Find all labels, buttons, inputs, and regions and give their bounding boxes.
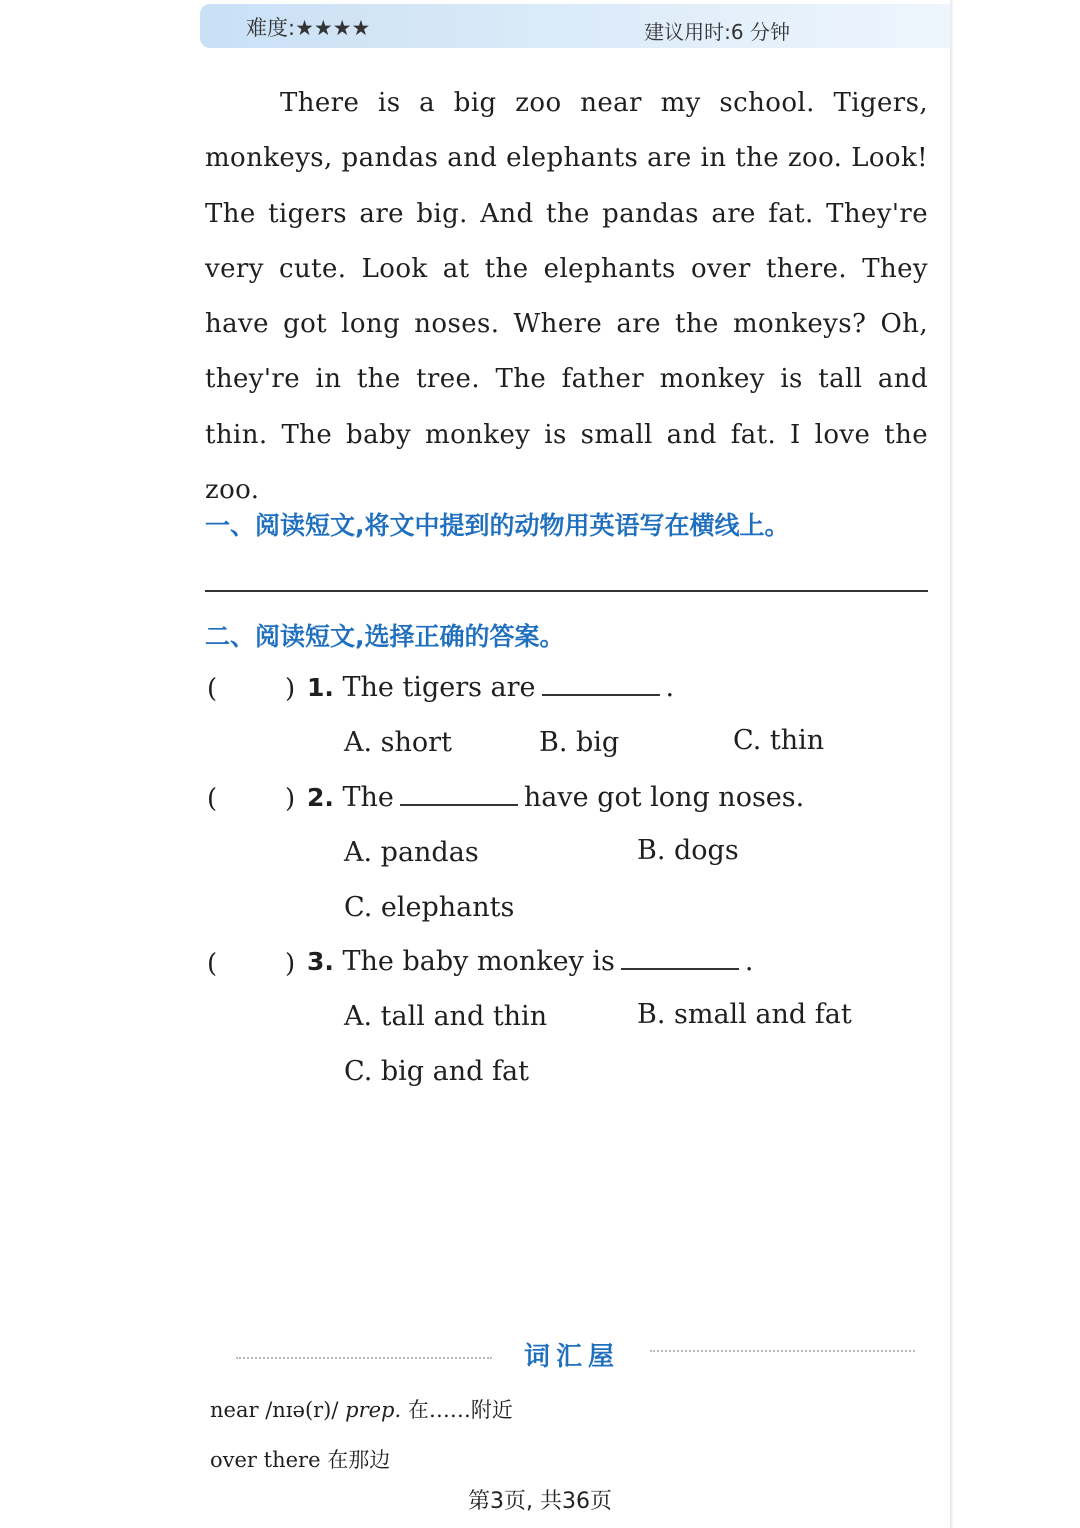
vocab-word: near: [210, 1398, 259, 1422]
answer-paren-open-1[interactable]: (: [207, 674, 218, 704]
section1-title: 一、阅读短文,将文中提到的动物用英语写在横线上。: [205, 511, 790, 540]
vocab-phonetic: /nɪə(r)/: [265, 1398, 339, 1422]
question-2-stem-after: have got long noses.: [523, 782, 805, 813]
header-bar: [200, 4, 950, 48]
question-1-stem-before: The tigers are: [342, 672, 536, 703]
vocab-divider-right: [650, 1350, 915, 1352]
answer-paren-close-3: ): [285, 949, 296, 979]
page-edge-shadow: [950, 0, 954, 1528]
vocab-meaning: 在……附近: [407, 1398, 513, 1422]
vocab-title: 词汇屋: [524, 1342, 621, 1372]
question-2-option-c[interactable]: C. elephants: [344, 892, 515, 923]
section1-answer-line[interactable]: [205, 590, 928, 592]
question-2-option-b[interactable]: B. dogs: [637, 835, 739, 866]
answer-paren-open-3[interactable]: (: [207, 949, 218, 979]
answer-paren-close-2: ): [285, 784, 296, 814]
question-3-stem-before: The baby monkey is: [342, 946, 615, 977]
vocab-item-near: [210, 1394, 513, 1424]
question-3-blank: [621, 967, 739, 970]
question-1: [307, 672, 674, 703]
question-3-option-b[interactable]: B. small and fat: [637, 999, 852, 1030]
vocab-word: over there: [210, 1448, 321, 1472]
reading-passage: There is a big zoo near my school. Tigers, monkeys, pandas and elephants are in the zoo. Look! The tigers are big. And the pandas are fat. They're very cute. Look at the elephants over there. They have got long noses. Where are the monkeys? Oh, they're in the tree. The father monkey is tall and thin. The baby monkey is small and fat. I love the zoo.: [205, 88, 928, 506]
vocab-item-over-there: [210, 1444, 390, 1474]
vocab-meaning: 在那边: [327, 1448, 391, 1472]
question-2: [307, 782, 804, 813]
question-1-number: 1.: [307, 673, 334, 702]
question-3: [307, 946, 753, 977]
question-1-option-b[interactable]: B. big: [539, 727, 620, 758]
vocab-divider-left: [236, 1357, 492, 1359]
question-3-stem-after: .: [744, 946, 754, 977]
vocab-part-of-speech: prep.: [345, 1398, 402, 1422]
question-3-option-a[interactable]: A. tall and thin: [344, 1001, 548, 1032]
question-1-option-c[interactable]: C. thin: [733, 725, 825, 756]
question-1-blank: [542, 693, 660, 696]
question-1-stem-after: .: [665, 672, 675, 703]
suggested-time-label: 建议用时:6 分钟: [644, 20, 790, 44]
question-2-number: 2.: [307, 783, 334, 812]
difficulty-label: 难度:★★★★: [246, 16, 371, 40]
question-2-stem-before: The: [342, 782, 394, 813]
question-3-number: 3.: [307, 947, 334, 976]
question-1-option-a[interactable]: A. short: [344, 727, 452, 758]
question-3-option-c[interactable]: C. big and fat: [344, 1056, 529, 1087]
page-number: 第3页, 共36页: [468, 1489, 612, 1514]
section2-title: 二、阅读短文,选择正确的答案。: [205, 622, 565, 651]
question-2-option-a[interactable]: A. pandas: [344, 837, 479, 868]
answer-paren-close-1: ): [285, 674, 296, 704]
answer-paren-open-2[interactable]: (: [207, 784, 218, 814]
question-2-blank: [400, 803, 518, 806]
